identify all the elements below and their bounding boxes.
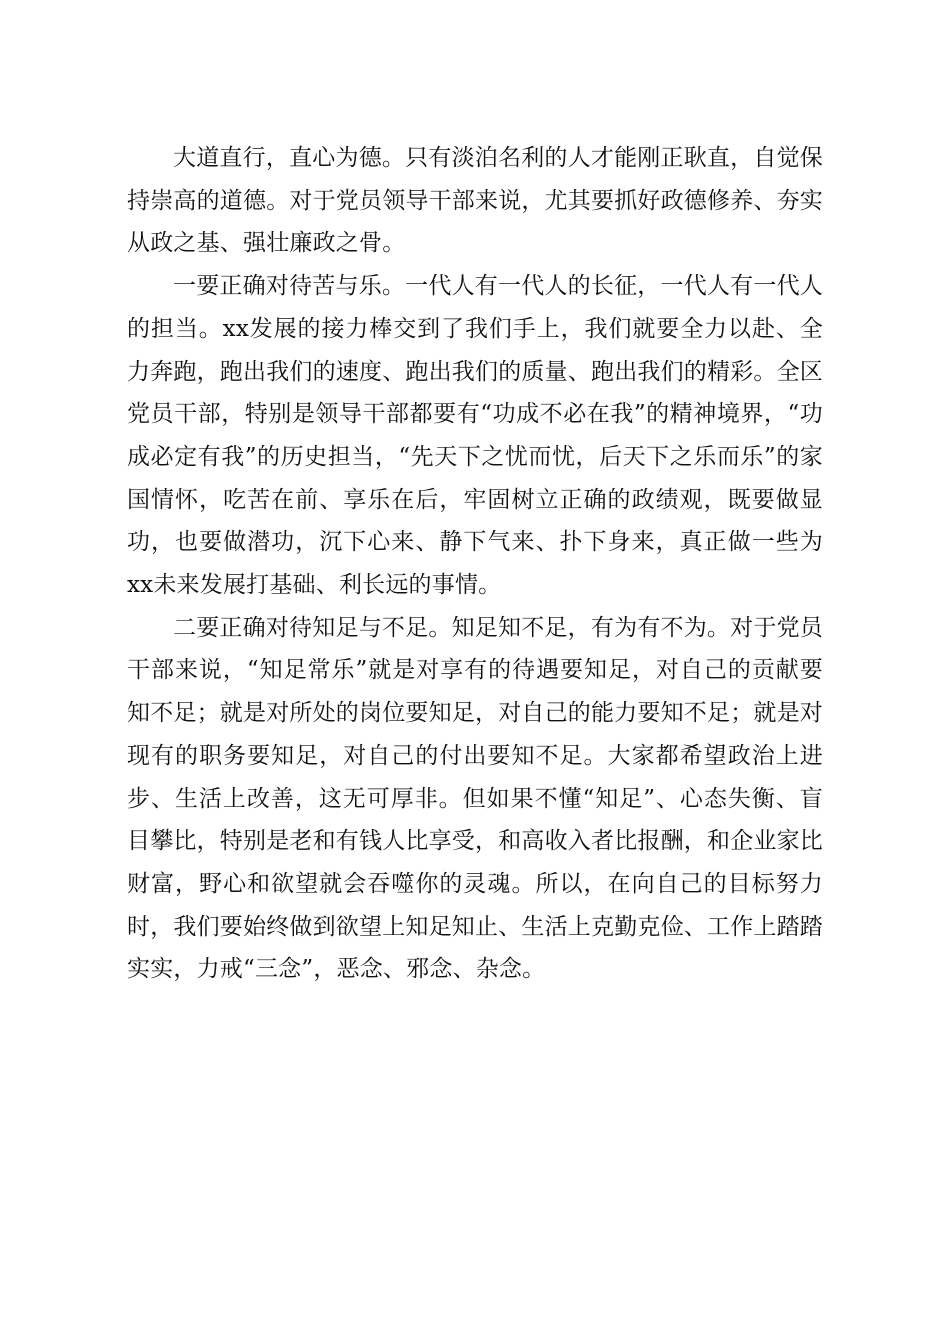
paragraph-intro: 大道直行，直心为德。只有淡泊名利的人才能刚正耿直，自觉保持崇高的道德。对于党员领导干部来说，尤其要抓好政德修养、夯实从政之基、强壮廉政之骨。 bbox=[127, 145, 823, 257]
document-body bbox=[127, 137, 823, 991]
paragraph-second-point: 二要正确对待知足与不足。知足知不足，有为有不为。对于党员干部来说，“知足常乐”就是对享有的待遇要知足，对自己的贡献要知不足；就是对所处的岗位要知足，对自己的能力要知不足；就是对现有的职务要知足，对自己的付出要知不足。大家都希望政治上进步、生活上改善，这无可厚非。但如果不懂“知足”、心态失衡、盲目攀比，特别是老和有钱人比享受，和高收入者比报酬，和企业家比财富，野心和欲望就会吞噬你的灵魂。所以，在向自己的目标努力时，我们要始终做到欲望上知足知止、生活上克勤克俭、工作上踏踏实实，力戒“三念”，恶念、邪念、杂念。 bbox=[127, 614, 823, 983]
paragraph-first-point: 一要正确对待苦与乐。一代人有一代人的长征，一代人有一代人的担当。xx发展的接力棒交到了我们手上，我们就要全力以赴、全力奔跑，跑出我们的速度、跑出我们的质量、跑出我们的精彩。全区党员干部，特别是领导干部都要有“功成不必在我”的精神境界，“功成必定有我”的历史担当，“先天下之忧而忧，后天下之乐而乐”的家国情怀，吃苦在前、享乐在后，牢固树立正确的政绩观，既要做显功，也要做潜功，沉下心来、静下气来、扑下身来，真正做一些为xx未来发展打基础、利长远的事情。 bbox=[127, 273, 823, 599]
